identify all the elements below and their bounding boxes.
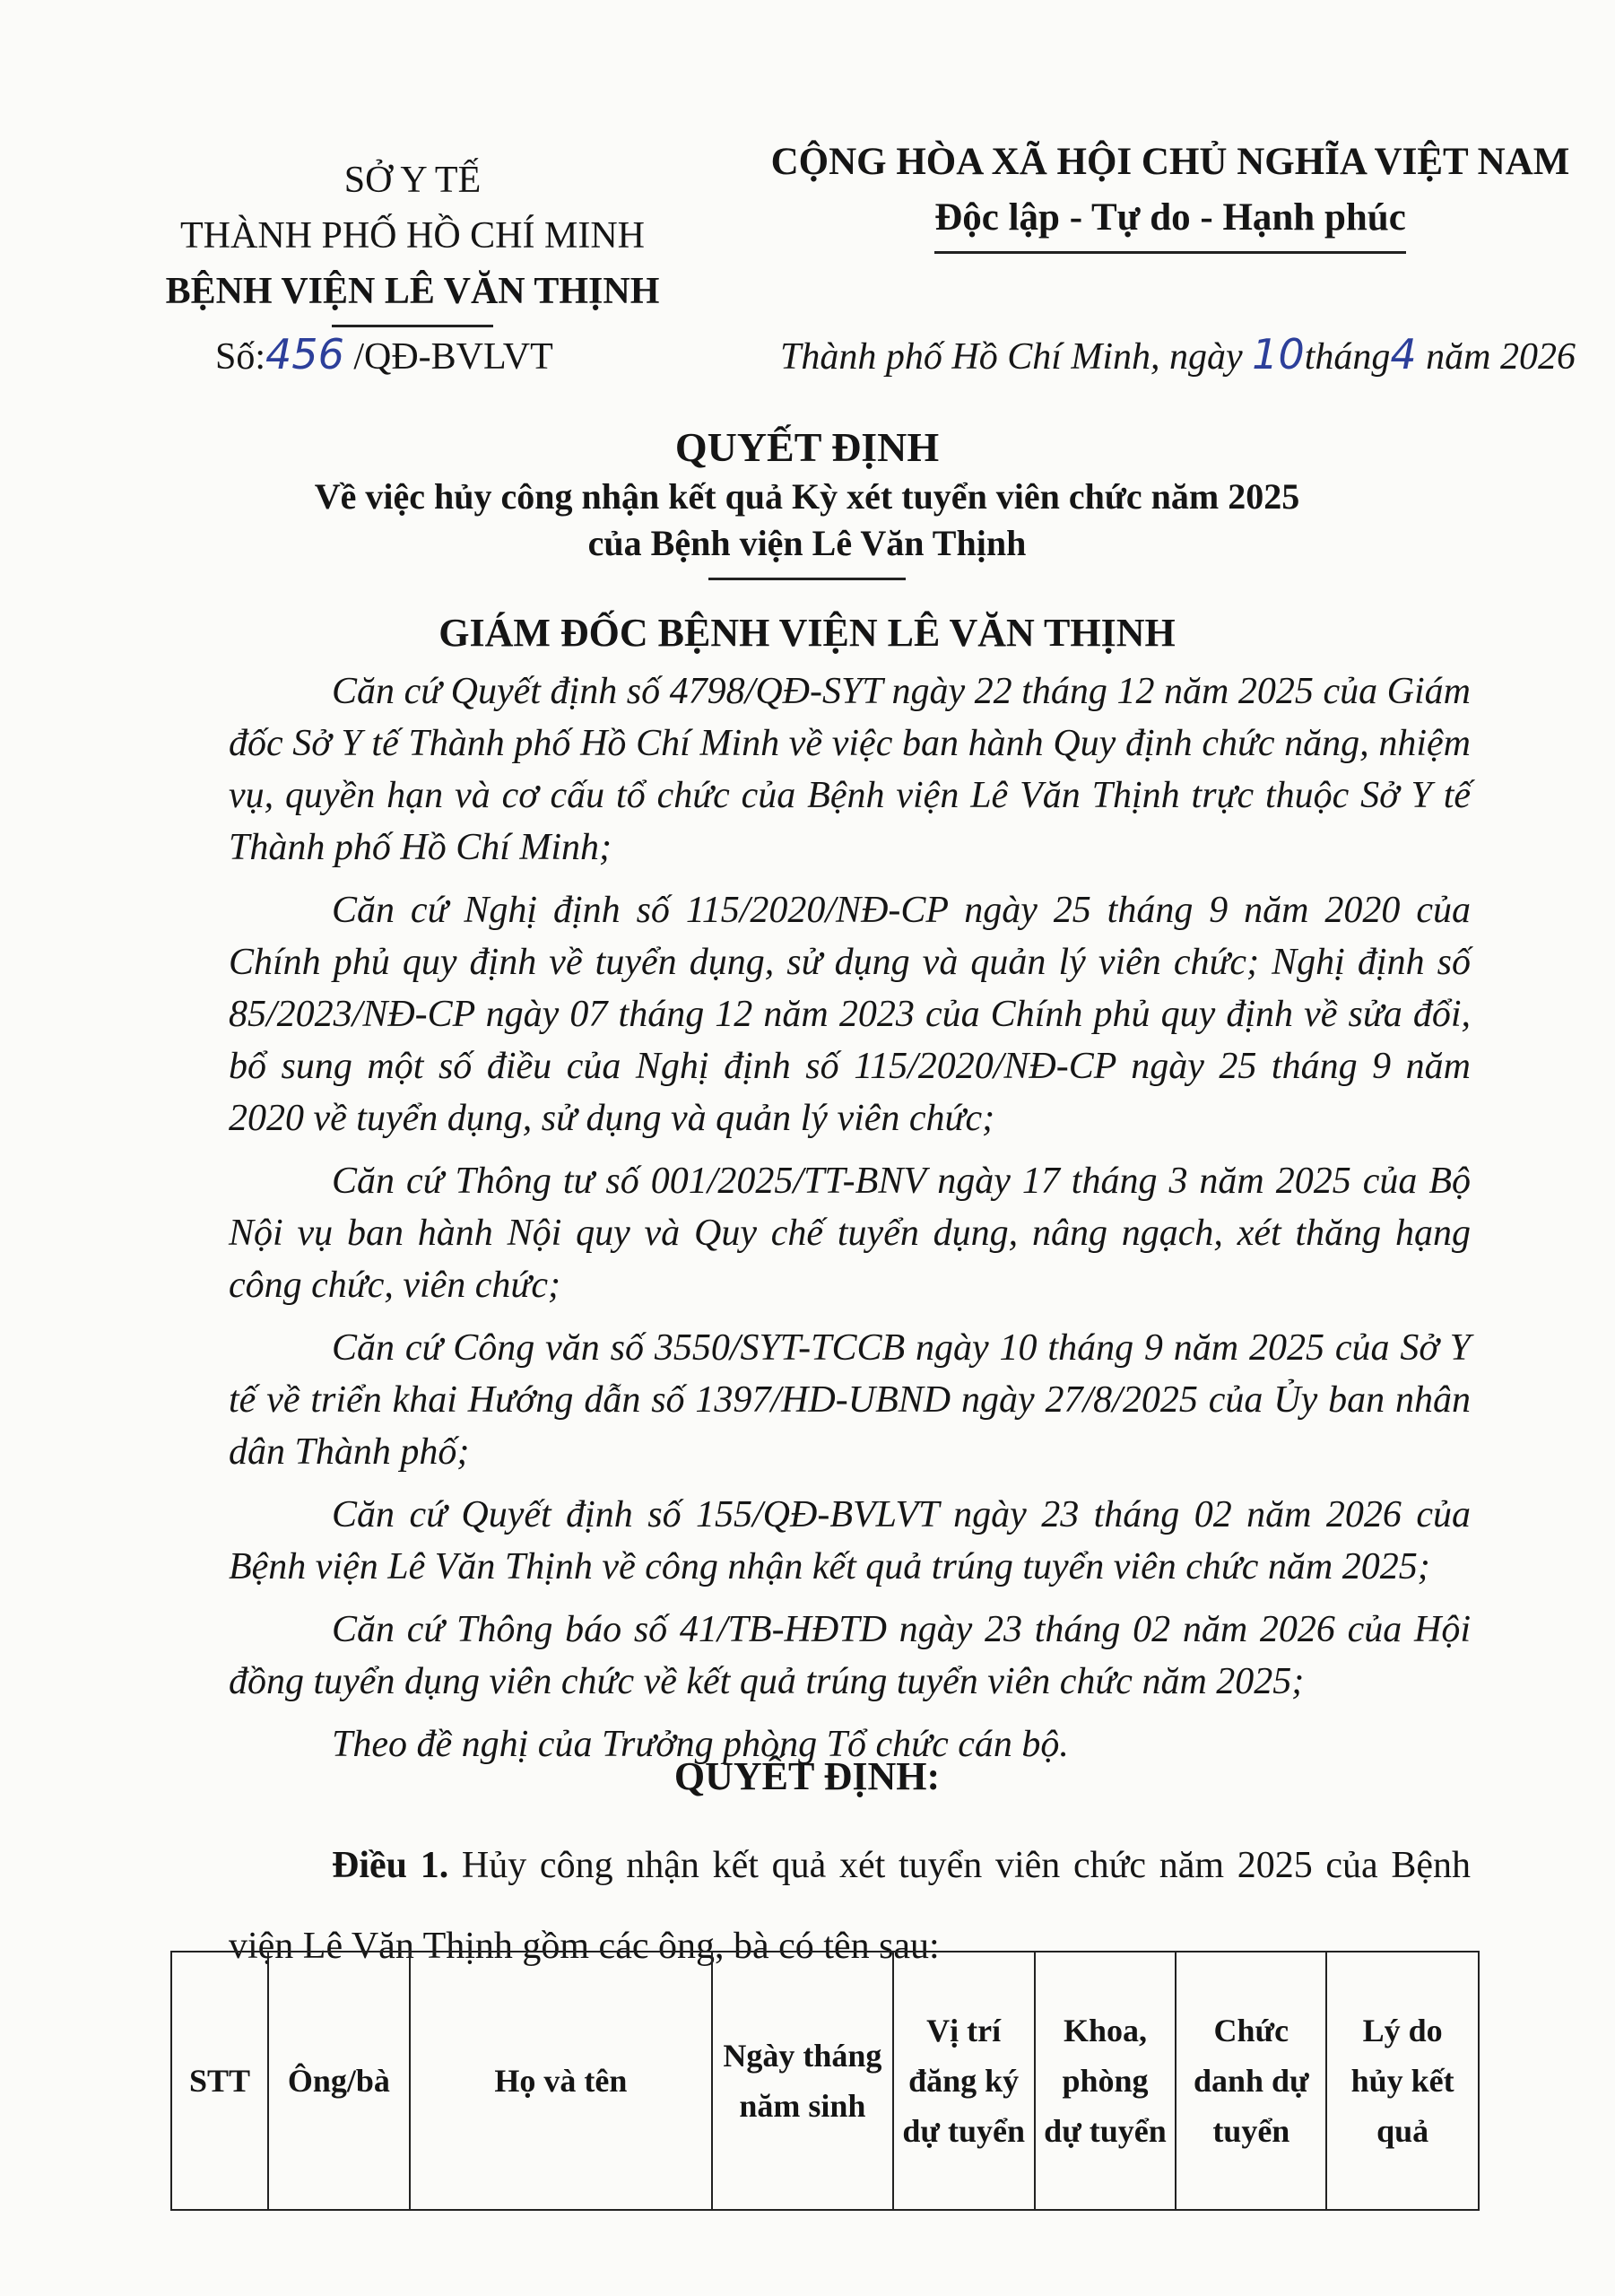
issuer-line-3: BỆNH VIỆN LÊ VĂN THỊNH [165, 271, 660, 312]
national-header [744, 135, 1596, 254]
decision-subtitle-1: Về việc hủy công nhận kết quả Kỳ xét tuyển viên chức năm 2025 [314, 476, 1300, 517]
date-month: 4 [1390, 330, 1417, 378]
issuer-line-1: SỞ Y TẾ [343, 160, 482, 201]
ground-paragraph: Căn cứ Nghị định số 115/2020/NĐ-CP ngày 25 tháng 9 năm 2020 của Chính phủ quy định về tuyển dụng, sử dụng và quản lý viên chức; Nghị định số 85/2023/NĐ-CP ngày 07 tháng 12 năm 2023 của Chính phủ quy định về sửa đổi, bổ sung một số điều của Nghị định số 115/2020/NĐ-CP ngày 25 tháng 9 năm 2020 về tuyển dụng, sử dụng và quản lý viên chức; [229, 890, 1471, 1139]
article-1-label: Điều 1. [332, 1845, 449, 1886]
decision-title [224, 422, 1390, 580]
article-1-text: Hủy công nhận kết quả xét tuyển viên chức năm 2025 của Bệnh viện Lê Văn Thịnh gồm các ông, bà có tên sau: [229, 1845, 1472, 1967]
ground-paragraph: Căn cứ Quyết định số 4798/QĐ-SYT ngày 22 tháng 12 năm 2025 của Giám đốc Sở Y tế Thành phố Hồ Chí Minh về việc ban hành Quy định chức năng, nhiệm vụ, quyền hạn và cơ cấu tổ chức của Bệnh viện Lê Văn Thịnh trực thuộc Sở Y tế Thành phố Hồ Chí Minh; [229, 671, 1471, 868]
table-header-cell: Họ và tên [410, 1952, 712, 2210]
table-header-cell: Khoa, phòng dự tuyển [1035, 1952, 1177, 2210]
doc-number-prefix: Số: [215, 336, 266, 378]
table-header-cell: Ông/bà [268, 1952, 410, 2210]
ground-paragraph: Theo đề nghị của Trưởng phòng Tổ chức cán bộ. [332, 1724, 1069, 1765]
nation-motto: Độc lập - Tự do - Hạnh phúc [934, 190, 1406, 254]
table-header-row [171, 1952, 1479, 2210]
ground-paragraph: Căn cứ Thông tư số 001/2025/TT-BNV ngày 17 tháng 3 năm 2025 của Bộ Nội vụ ban hành Nội quy và Quy chế tuyển dụng, nâng ngạch, xét thăng hạng công chức, viên chức; [229, 1161, 1471, 1306]
issuer-line-2: THÀNH PHỐ HỒ CHÍ MINH [180, 215, 645, 257]
document-number [215, 330, 553, 378]
table-header-cell: Chức danh dự tuyển [1176, 1952, 1326, 2210]
grounds-section [229, 665, 1471, 1781]
decision-heading: QUYẾT ĐỊNH [674, 424, 940, 470]
ground-paragraph: Căn cứ Quyết định số 155/QĐ-BVLVT ngày 23 tháng 02 năm 2026 của Bệnh viện Lê Văn Thịnh về công nhận kết quả trúng tuyển viên chức năm 2025; [229, 1494, 1471, 1587]
document-date [780, 330, 1576, 378]
table-header-cell: Ngày tháng năm sinh [712, 1952, 893, 2210]
date-suffix: năm 2026 [1426, 336, 1576, 378]
table-header-cell: Vị trí đăng ký dự tuyển [893, 1952, 1035, 2210]
doc-number-handwritten: 456 [265, 330, 344, 378]
ground-paragraph: Căn cứ Công văn số 3550/SYT-TCCB ngày 10 tháng 9 năm 2025 của Sở Y tế về triển khai Hướng dẫn số 1397/HD-UBND ngày 27/8/2025 của Ủy ban nhân dân Thành phố; [229, 1327, 1471, 1473]
issuer-underline [332, 325, 493, 327]
cancelled-candidates-table [170, 1951, 1480, 2211]
date-day: 10 [1252, 330, 1305, 378]
doc-number-suffix: /QĐ-BVLVT [353, 336, 553, 378]
date-prefix: Thành phố Hồ Chí Minh, ngày [780, 336, 1243, 378]
date-month-label: tháng [1304, 336, 1391, 378]
table-header-cell: Lý do hủy kết quả [1326, 1952, 1479, 2210]
director-heading: GIÁM ĐỐC BỆNH VIỆN LÊ VĂN THỊNH [438, 611, 1176, 655]
issuer-block [126, 152, 699, 327]
decide-heading: QUYẾT ĐỊNH: [673, 1754, 941, 1798]
ground-paragraph: Căn cứ Thông báo số 41/TB-HĐTD ngày 23 tháng 02 năm 2026 của Hội đồng tuyển dụng viên chức về kết quả trúng tuyển viên chức năm 2025; [229, 1609, 1471, 1702]
title-underline [708, 578, 906, 580]
table-header-cell: STT [171, 1952, 268, 2210]
decision-subtitle-2: của Bệnh viện Lê Văn Thịnh [587, 523, 1027, 563]
nation-title: CỘNG HÒA XÃ HỘI CHỦ NGHĨA VIỆT NAM [770, 141, 1570, 183]
